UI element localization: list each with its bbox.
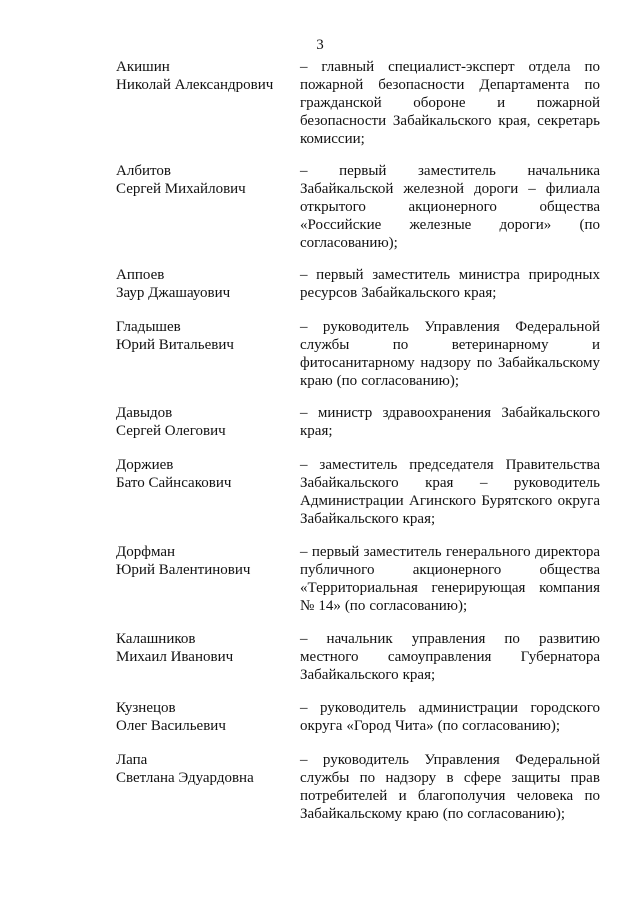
role-line: Забайкальского края – руководитель	[300, 475, 600, 491]
member-surname: Кузнецов	[116, 700, 176, 716]
member-surname: Акишин	[116, 59, 170, 75]
role-line: – министр здравоохранения Забайкальского	[300, 405, 600, 421]
role-line: округа «Город Чита» (по согласованию);	[300, 718, 560, 734]
member-surname: Гладышев	[116, 319, 181, 335]
member-name	[116, 699, 286, 735]
role-line: № 14» (по согласованию);	[300, 598, 468, 614]
role-line: – руководитель Управления Федеральной	[300, 752, 600, 768]
role-line: краю (по согласованию);	[300, 373, 460, 389]
member-given-name: Бато Сайнсакович	[116, 475, 232, 491]
member-surname: Албитов	[116, 163, 171, 179]
member-surname: Доржиев	[116, 457, 174, 473]
member-name	[116, 404, 286, 440]
member-role	[300, 456, 600, 528]
member-role	[300, 543, 600, 615]
role-line: края;	[300, 423, 333, 439]
member-given-name: Николай Александрович	[116, 77, 274, 93]
role-line: – начальник управления по развитию	[300, 631, 600, 647]
role-line: службы по надзору в сфере защиты прав	[300, 770, 600, 786]
member-given-name: Олег Васильевич	[116, 718, 226, 734]
role-line: Забайкальскому краю (по согласованию);	[300, 806, 566, 822]
role-line: – первый заместитель начальника	[300, 163, 600, 179]
role-line: «Территориальная генерирующая компания	[300, 580, 600, 596]
member-given-name: Светлана Эдуардовна	[116, 770, 254, 786]
role-line: – заместитель председателя Правительства	[300, 457, 600, 473]
role-line: – руководитель администрации городского	[300, 700, 600, 716]
page-number: 3	[316, 37, 324, 53]
role-line: ресурсов Забайкальского края;	[300, 285, 497, 301]
role-line: Забайкальского края;	[300, 667, 436, 683]
role-line: согласованию);	[300, 235, 398, 251]
member-role	[300, 630, 600, 684]
role-line: службы по ветеринарному и	[300, 337, 600, 353]
member-given-name: Сергей Олегович	[116, 423, 226, 439]
role-line: пожарной безопасности Департамента по	[300, 77, 600, 93]
member-surname: Лапа	[116, 752, 148, 768]
member-name	[116, 751, 286, 787]
member-name	[116, 266, 286, 302]
member-surname: Дорфман	[116, 544, 176, 560]
member-role	[300, 58, 600, 148]
member-surname: Аппоев	[116, 267, 165, 283]
role-line: Забайкальского края;	[300, 511, 436, 527]
role-line: Администрации Агинского Бурятского округа	[300, 493, 600, 509]
role-line: публичного акционерного общества	[300, 562, 600, 578]
role-line: «Российские железные дороги» (по	[300, 217, 600, 233]
role-line: комиссии;	[300, 131, 365, 147]
member-role	[300, 751, 600, 823]
member-given-name: Юрий Валентинович	[116, 562, 251, 578]
member-role	[300, 266, 600, 302]
role-line: – руководитель Управления Федеральной	[300, 319, 600, 335]
role-line: гражданской обороне и пожарной	[300, 95, 600, 111]
role-line: фитосанитарному надзору по Забайкальскому	[300, 355, 600, 371]
role-line: открытого акционерного общества	[300, 199, 600, 215]
role-line: – первый заместитель министра природных	[300, 267, 600, 283]
role-line: – первый заместитель генерального директора	[300, 544, 600, 560]
member-name	[116, 456, 286, 492]
role-line: безопасности Забайкальского края, секретарь	[300, 113, 600, 129]
member-name	[116, 543, 286, 579]
member-given-name: Заур Джашауович	[116, 285, 231, 301]
role-line: Забайкальской железной дороги – филиала	[300, 181, 600, 197]
member-given-name: Михаил Иванович	[116, 649, 234, 665]
role-line: местного самоуправления Губернатора	[300, 649, 600, 665]
member-given-name: Юрий Витальевич	[116, 337, 234, 353]
member-role	[300, 699, 600, 735]
member-given-name: Сергей Михайлович	[116, 181, 246, 197]
member-name	[116, 318, 286, 354]
member-name	[116, 58, 286, 94]
member-surname: Давыдов	[116, 405, 173, 421]
member-name	[116, 162, 286, 198]
member-role	[300, 318, 600, 390]
member-role	[300, 162, 600, 252]
role-line: потребителей и благополучия человека по	[300, 788, 600, 804]
member-surname: Калашников	[116, 631, 196, 647]
role-line: – главный специалист-эксперт отдела по	[300, 59, 600, 75]
member-name	[116, 630, 286, 666]
member-role	[300, 404, 600, 440]
